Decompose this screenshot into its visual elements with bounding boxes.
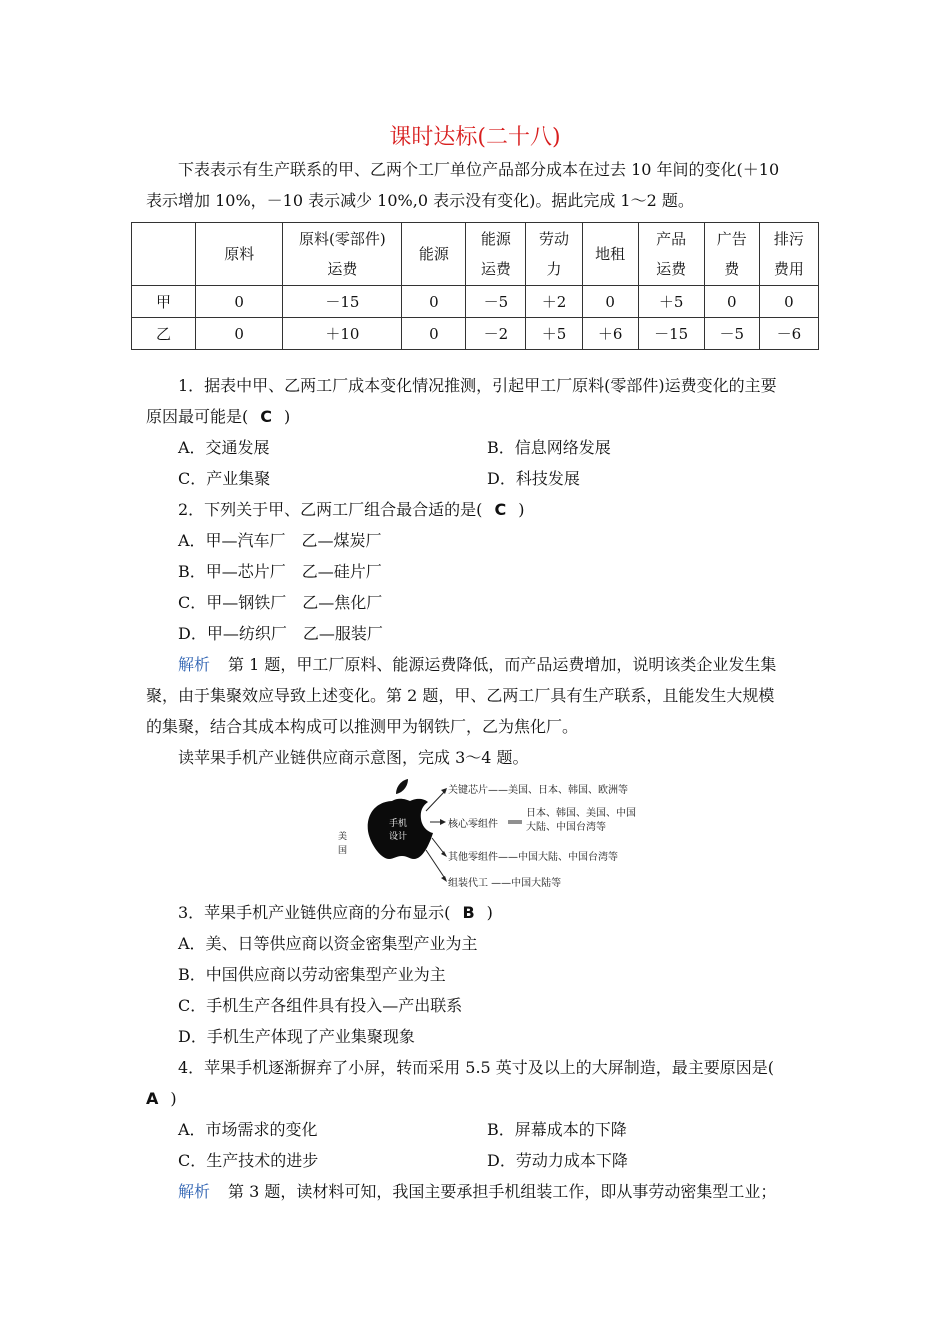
analysis-2-line-1: 解析 第 3 题，读材料可知，我国主要承担手机组装工作，即从事劳动密集型工业； (178, 1182, 777, 1201)
table-cell: ＋6 (582, 318, 638, 350)
table-cell: 乙 (132, 318, 196, 350)
analysis-1-line-2: 聚，由于集聚效应导致上述变化。第 2 题，甲、乙两工厂具有生产联系，且能发生大规模 (146, 686, 775, 705)
cost-change-table (131, 222, 819, 350)
q1-option-b: B．信息网络发展 (487, 438, 611, 457)
table-cell: 0 (195, 286, 282, 318)
analysis-1-line-1: 解析 第 1 题，甲工厂原料、能源运费降低，而产品运费增加，说明该类企业发生集 (178, 655, 777, 674)
analysis-1-line-3: 的集聚，结合其成本构成可以推测甲为钢铁厂，乙为焦化厂。 (146, 717, 579, 736)
q4-option-b: B．屏幕成本的下降 (487, 1120, 627, 1139)
table-cell: ＋5 (526, 318, 582, 350)
q4-stem-line-1: 4．苹果手机逐渐摒弃了小屏，转而采用 5.5 英寸及以上的大屏制造，最主要原因是( (178, 1058, 775, 1077)
q1-option-d: D．科技发展 (487, 469, 580, 488)
table-cell: ＋10 (283, 318, 402, 350)
table-row (132, 286, 819, 318)
intro-2: 读苹果手机产业链供应商示意图，完成 3～4 题。 (178, 748, 529, 767)
diagram-branch-assembly: 组装代工 ——中国大陆等 (448, 878, 562, 889)
supply-chain-diagram (330, 776, 670, 894)
table-header-cell: 广告 费 (704, 223, 759, 286)
table-header-cell: 排污 费用 (759, 223, 818, 286)
table-cell: －5 (466, 286, 526, 318)
q2-stem: 2．下列关于甲、乙两工厂组合最合适的是( C ) (178, 500, 525, 519)
table-header-row (132, 223, 819, 286)
q2-option-d: D．甲—纺织厂 乙—服装厂 (178, 624, 383, 643)
table-cell: －5 (704, 318, 759, 350)
q4-option-a: A．市场需求的变化 (178, 1120, 318, 1139)
diagram-branch-chips: 关键芯片——美国、日本、韩国、欧洲等 (448, 785, 628, 796)
q3-answer: B (462, 903, 475, 922)
q2-option-b: B．甲—芯片厂 乙—硅片厂 (178, 562, 382, 581)
table-cell: －15 (638, 318, 704, 350)
q4-answer: A (146, 1089, 159, 1108)
table-cell: －2 (466, 318, 526, 350)
q1-stem-line-2: 原因最可能是( C ) (146, 407, 291, 426)
table-header-cell: 产品 运费 (638, 223, 704, 286)
q2-option-a: A．甲—汽车厂 乙—煤炭厂 (178, 531, 382, 550)
analysis-label: 解析 (178, 655, 211, 674)
table-cell: －6 (759, 318, 818, 350)
table-cell: ＋2 (526, 286, 582, 318)
q3-option-a: A．美、日等供应商以资金密集型产业为主 (178, 934, 478, 953)
table-header-cell: 能源 运费 (466, 223, 526, 286)
table-row (132, 318, 819, 350)
diagram-branch-core-parts-line-1: 日本、韩国、美国、中国 (526, 808, 636, 819)
table-cell: ＋5 (638, 286, 704, 318)
q3-option-b: B．中国供应商以劳动密集型产业为主 (178, 965, 446, 984)
table-header-cell (132, 223, 196, 286)
diagram-left-label-2: 国 (338, 846, 348, 856)
table-header-cell: 原料(零部件) 运费 (283, 223, 402, 286)
table-header-cell: 地租 (582, 223, 638, 286)
q1-answer: C (260, 407, 272, 426)
table-cell: 0 (402, 286, 466, 318)
table-header-cell: 能源 (402, 223, 466, 286)
q1-stem-line-1: 1．据表中甲、乙两工厂成本变化情况推测，引起甲工厂原料(零部件)运费变化的主要 (178, 376, 777, 395)
q3-stem: 3．苹果手机产业链供应商的分布显示( B ) (178, 903, 493, 922)
table-cell: 甲 (132, 286, 196, 318)
q3-option-c: C．手机生产各组件具有投入—产出联系 (178, 996, 463, 1015)
table-header-cell: 原料 (195, 223, 282, 286)
q4-option-d: D．劳动力成本下降 (487, 1151, 628, 1170)
table-cell: 0 (402, 318, 466, 350)
q2-answer: C (494, 500, 507, 519)
page-title: 课时达标(二十八) (389, 125, 561, 150)
diagram-center-label-1: 手机 (389, 819, 408, 829)
table-cell: 0 (582, 286, 638, 318)
diagram-center-label-2: 设计 (389, 832, 408, 842)
table-cell: －15 (283, 286, 402, 318)
intro-line-2: 表示增加 10%，－10 表示减少 10%,0 表示没有变化)。据此完成 1～2 题。 (146, 191, 694, 210)
table-header-cell: 劳动 力 (526, 223, 582, 286)
q4-stem-line-2: A ) (146, 1089, 177, 1108)
table-cell: 0 (195, 318, 282, 350)
q1-option-c: C．产业集聚 (178, 469, 271, 488)
q4-option-c: C．生产技术的进步 (178, 1151, 319, 1170)
diagram-left-label-1: 美 (338, 832, 348, 842)
q3-option-d: D．手机生产体现了产业集聚现象 (178, 1027, 415, 1046)
table-cell: 0 (759, 286, 818, 318)
table-cell: 0 (704, 286, 759, 318)
diagram-branch-core-parts: 核心零组件 (448, 819, 498, 830)
diagram-branch-core-parts-line-2: 大陆、中国台湾等 (526, 822, 606, 833)
diagram-branch-other-parts: 其他零组件——中国大陆、中国台湾等 (448, 852, 618, 863)
q1-option-a: A．交通发展 (178, 438, 270, 457)
q2-option-c: C．甲—钢铁厂 乙—焦化厂 (178, 593, 383, 612)
analysis-label: 解析 (178, 1182, 211, 1201)
intro-line-1: 下表表示有生产联系的甲、乙两个工厂单位产品部分成本在过去 10 年间的变化(＋10 (178, 160, 780, 179)
